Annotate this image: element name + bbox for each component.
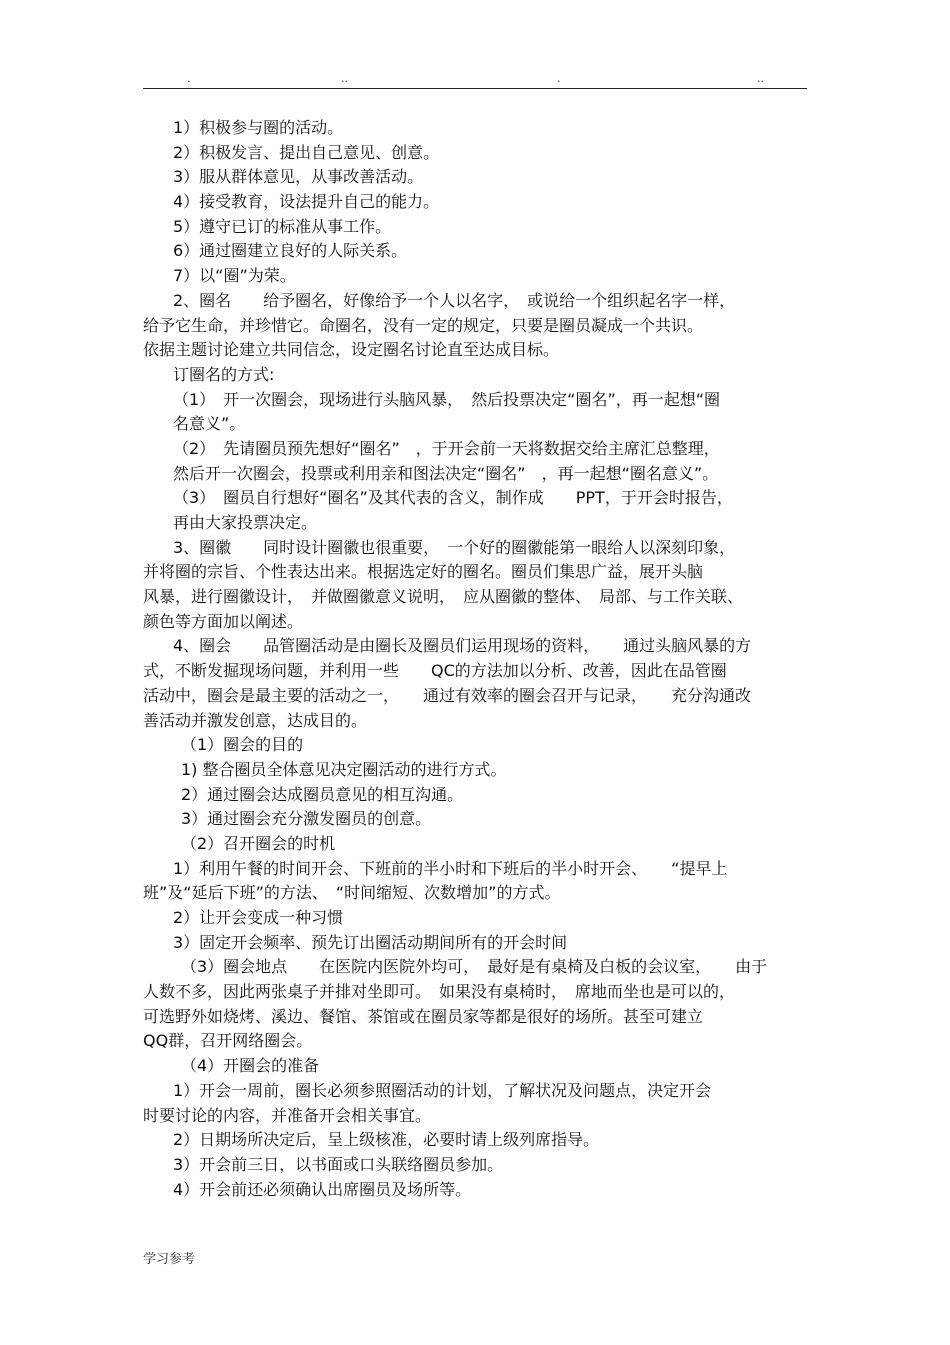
header-dot-3: . xyxy=(557,72,561,85)
text-line: 人数不多，因此两张桌子并排对坐即可。 如果没有桌椅时， 席地而坐也是可以的， xyxy=(143,982,736,1002)
text-line: 3）固定开会频率、预先订出圈活动期间所有的开会时间 xyxy=(173,932,568,952)
text-line: 依据主题讨论建立共同信念，设定圈名讨论直至达成目标。 xyxy=(143,340,560,360)
text-line: 6）通过圈建立良好的人际关系。 xyxy=(173,241,408,261)
text-line: 3）开会前三日，以书面或口头联络圈员参加。 xyxy=(173,1154,504,1174)
text-line: 再由大家投票决定。 xyxy=(173,513,318,532)
text-line: 并将圈的宗旨、个性表达出来。根据选定好的圈名。圈员们集思广益，展开头脑 xyxy=(143,562,704,582)
text-line: （1） 开一次圈会，现场进行头脑风暴， 然后投票决定“圈名”，再一起想“圈 xyxy=(173,389,721,409)
page-header xyxy=(143,70,807,89)
text-line: 1）利用午餐的时间开会、下班前的半小时和下班后的半小时开会、 “提早上 xyxy=(173,858,728,878)
text-line: 然后开一次圈会，投票或利用亲和图法决定“圈名” ，再一起想“圈名意义”。 xyxy=(173,463,719,483)
text-line: 2）积极发言、提出自己意见、创意。 xyxy=(173,142,440,162)
text-line: 3）通过圈会充分激发圈员的创意。 xyxy=(181,809,432,829)
header-dot-4: .. xyxy=(757,72,764,85)
text-line: 2）让开会变成一种习惯 xyxy=(173,908,344,927)
text-line: 订圈名的方式: xyxy=(173,364,275,384)
text-line: 善活动并激发创意，达成目的。 xyxy=(143,710,368,730)
text-line: 1）积极参与圈的活动。 xyxy=(173,118,344,137)
text-line: 2）通过圈会达成圈员意见的相互沟通。 xyxy=(181,784,464,804)
text-line: 1) 整合圈员全体意见决定圈活动的进行方式。 xyxy=(181,759,507,779)
text-line: 颜色等方面加以阐述。 xyxy=(143,611,304,631)
text-line: 4）开会前还必须确认出席圈员及场所等。 xyxy=(173,1179,472,1199)
text-line: （3）圈会地点 在医院内医院外均可， 最好是有桌椅及白板的会议室， 由于 xyxy=(181,957,768,977)
text-line: 2、圈名 给予圈名，好像给予一个人以名字， 或说给一个组织起名字一样， xyxy=(173,290,736,310)
text-line: （4）开圈会的准备 xyxy=(181,1056,320,1076)
text-line: 5）遵守已订的标准从事工作。 xyxy=(173,216,392,236)
text-line: 4、圈会 品管圈活动是由圈长及圈员们运用现场的资料， 通过头脑风暴的方 xyxy=(173,636,752,656)
text-line: 名意义”。 xyxy=(173,414,246,434)
text-line: 7）以“圈”为荣。 xyxy=(173,266,296,286)
text-line: （2） 先请圈员预先想好“圈名” ，于开会前一天将数据交给主席汇总整理， xyxy=(173,438,720,458)
text-line: 可选野外如烧烤、溪边、餐馆、茶馆或在圈员家等都是很好的场所。甚至可建立 xyxy=(143,1006,704,1026)
text-line: 2）日期场所决定后，呈上级核准，必要时请上级列席指导。 xyxy=(173,1130,600,1150)
text-line: 4）接受教育，设法提升自己的能力。 xyxy=(173,192,440,212)
text-line: 风暴，进行圈徽设计， 并做圈徽意义说明， 应从圈徽的整体、 局部、与工作关联、 xyxy=(143,587,744,607)
text-line: 班”及“延后下班”的方法、 “时间缩短、次数增加”的方式。 xyxy=(143,883,561,903)
text-line: （1）圈会的目的 xyxy=(181,735,304,755)
text-line: （3） 圈员自行想好“圈名”及其代表的含义，制作成 PPT，于开会时报告， xyxy=(173,488,733,508)
text-line: 式，不断发掘现场问题，并利用一些 QC的方法加以分析、改善，因此在品管圈 xyxy=(143,661,727,681)
page-footer: 学习参考 xyxy=(143,1252,196,1267)
text-line: 1）开会一周前，圈长必须参照圈活动的计划，了解状况及问题点，决定开会 xyxy=(173,1080,712,1100)
text-line: 给予它生命，并珍惜它。命圈名，没有一定的规定，只要是圈员凝成一个共识。 xyxy=(143,315,704,335)
document-body xyxy=(143,116,813,1202)
header-dot-1: . xyxy=(187,72,191,85)
text-line: 3、圈徽 同时设计圈徽也很重要， 一个好的圈徽能第一眼给人以深刻印象， xyxy=(173,537,736,557)
text-line: QQ群，召开网络圈会。 xyxy=(143,1031,313,1051)
text-line: 活动中，圈会是最主要的活动之一， 通过有效率的圈会召开与记录， 充分沟通改 xyxy=(143,685,752,705)
header-dot-2: .. xyxy=(341,72,348,85)
text-line: （2）召开圈会的时机 xyxy=(181,833,336,853)
text-line: 3）服从群体意见，从事改善活动。 xyxy=(173,167,424,187)
text-line: 时要讨论的内容，并准备开会相关事宜。 xyxy=(143,1105,432,1125)
